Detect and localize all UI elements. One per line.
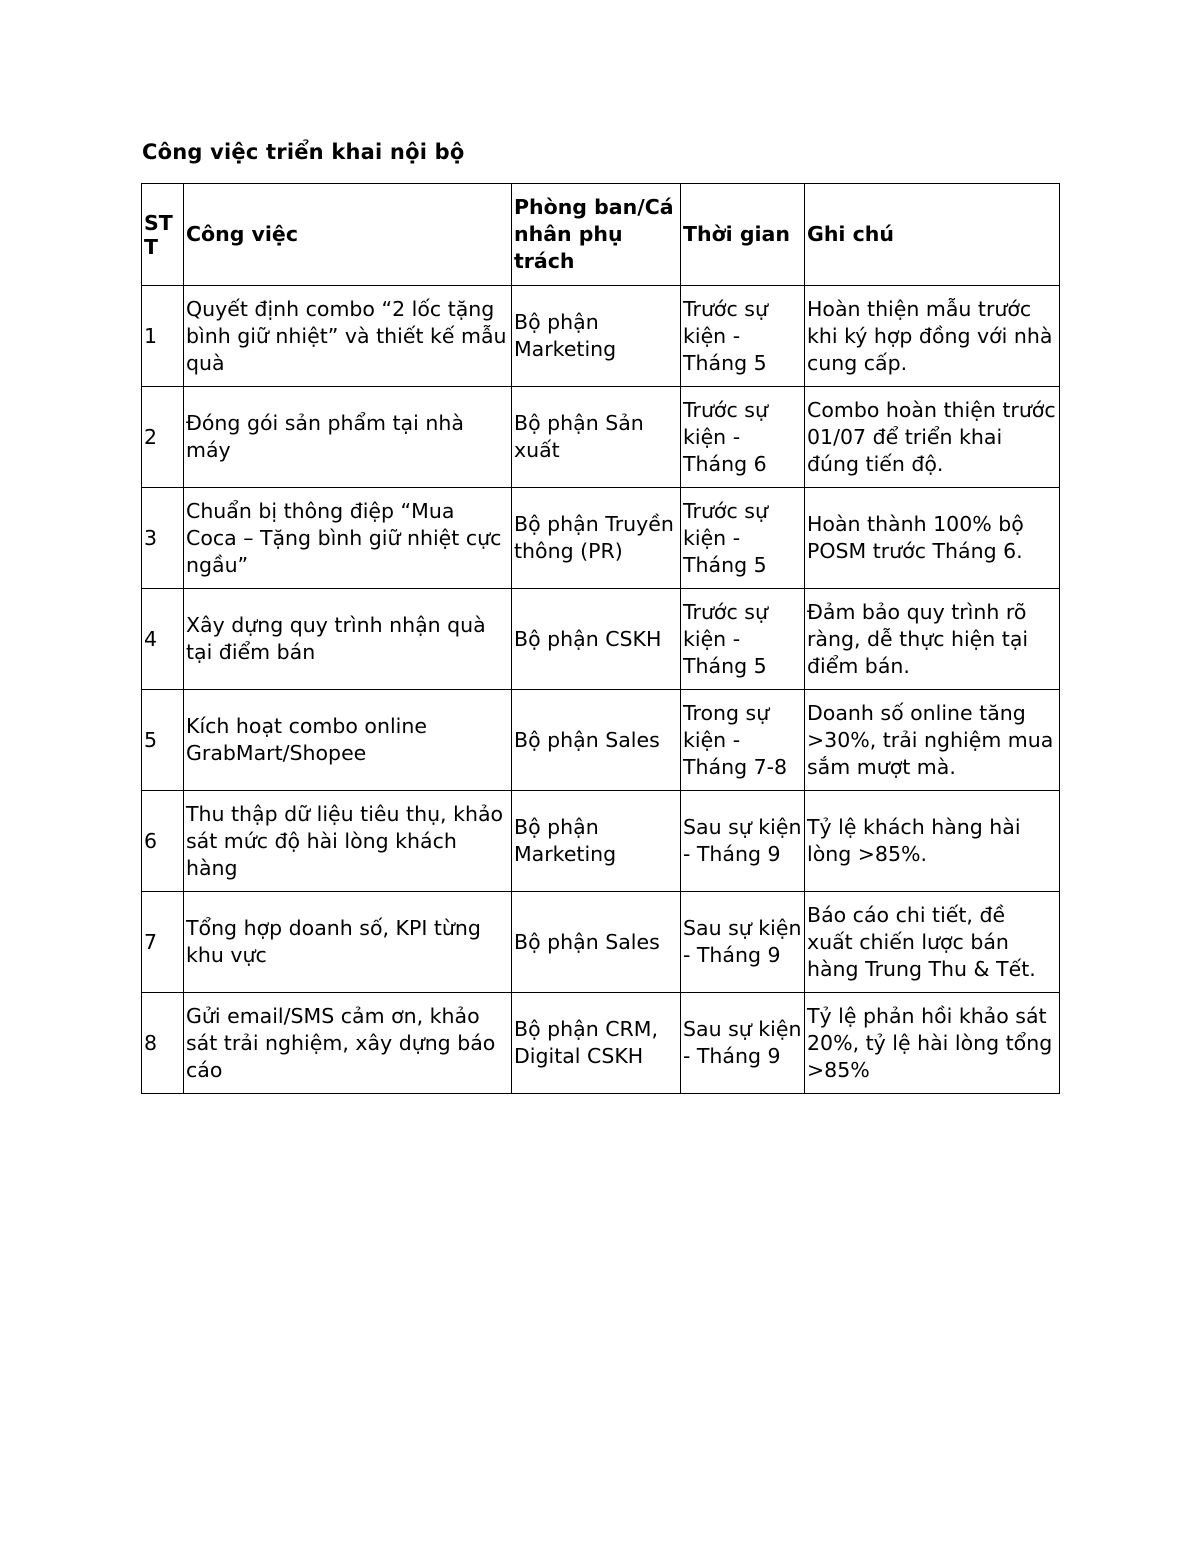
cell-task: Thu thập dữ liệu tiêu thụ, khảo sát mức độ hài lòng khách hàng xyxy=(184,791,512,892)
cell-time: Trước sự kiện - Tháng 5 xyxy=(681,286,805,387)
table-row xyxy=(142,690,1060,791)
cell-note: Doanh số online tăng >30%, trải nghiệm mua sắm mượt mà. xyxy=(805,690,1060,791)
cell-stt: 8 xyxy=(142,993,184,1094)
header-stt: ST T xyxy=(142,184,184,286)
cell-note: Tỷ lệ phản hồi khảo sát 20%, tỷ lệ hài lòng tổng >85% xyxy=(805,993,1060,1094)
cell-stt: 6 xyxy=(142,791,184,892)
cell-note: Báo cáo chi tiết, đề xuất chiến lược bán hàng Trung Thu & Tết. xyxy=(805,892,1060,993)
cell-owner: Bộ phận CRM, Digital CSKH xyxy=(512,993,681,1094)
table-row xyxy=(142,286,1060,387)
cell-time: Trong sự kiện - Tháng 7-8 xyxy=(681,690,805,791)
cell-owner: Bộ phận Sales xyxy=(512,690,681,791)
cell-time: Trước sự kiện - Tháng 6 xyxy=(681,387,805,488)
cell-time: Sau sự kiện - Tháng 9 xyxy=(681,993,805,1094)
cell-owner: Bộ phận Sản xuất xyxy=(512,387,681,488)
cell-note: Combo hoàn thiện trước 01/07 để triển khai đúng tiến độ. xyxy=(805,387,1060,488)
cell-task: Kích hoạt combo online GrabMart/Shopee xyxy=(184,690,512,791)
cell-owner: Bộ phận Marketing xyxy=(512,286,681,387)
cell-task: Chuẩn bị thông điệp “Mua Coca – Tặng bình giữ nhiệt cực ngầu” xyxy=(184,488,512,589)
header-note: Ghi chú xyxy=(805,184,1060,286)
table-row xyxy=(142,387,1060,488)
cell-time: Sau sự kiện - Tháng 9 xyxy=(681,791,805,892)
cell-note: Hoàn thành 100% bộ POSM trước Tháng 6. xyxy=(805,488,1060,589)
cell-owner: Bộ phận Sales xyxy=(512,892,681,993)
cell-task: Tổng hợp doanh số, KPI từng khu vực xyxy=(184,892,512,993)
cell-note: Đảm bảo quy trình rõ ràng, dễ thực hiện tại điểm bán. xyxy=(805,589,1060,690)
cell-task: Quyết định combo “2 lốc tặng bình giữ nhiệt” và thiết kế mẫu quà xyxy=(184,286,512,387)
cell-stt: 5 xyxy=(142,690,184,791)
cell-task: Xây dựng quy trình nhận quà tại điểm bán xyxy=(184,589,512,690)
table-row xyxy=(142,791,1060,892)
table-row xyxy=(142,488,1060,589)
cell-task: Gửi email/SMS cảm ơn, khảo sát trải nghiệm, xây dựng báo cáo xyxy=(184,993,512,1094)
cell-task: Đóng gói sản phẩm tại nhà máy xyxy=(184,387,512,488)
header-task: Công việc xyxy=(184,184,512,286)
table-row xyxy=(142,993,1060,1094)
cell-time: Trước sự kiện - Tháng 5 xyxy=(681,488,805,589)
task-table xyxy=(141,183,1060,1094)
page-title: Công việc triển khai nội bộ xyxy=(142,140,465,164)
cell-stt: 2 xyxy=(142,387,184,488)
cell-stt: 7 xyxy=(142,892,184,993)
cell-note: Tỷ lệ khách hàng hài lòng >85%. xyxy=(805,791,1060,892)
cell-stt: 4 xyxy=(142,589,184,690)
header-owner: Phòng ban/Cá nhân phụ trách xyxy=(512,184,681,286)
cell-owner: Bộ phận Truyền thông (PR) xyxy=(512,488,681,589)
cell-stt: 1 xyxy=(142,286,184,387)
cell-owner: Bộ phận Marketing xyxy=(512,791,681,892)
table-row xyxy=(142,589,1060,690)
header-time: Thời gian xyxy=(681,184,805,286)
cell-time: Sau sự kiện - Tháng 9 xyxy=(681,892,805,993)
table-row xyxy=(142,892,1060,993)
table-header-row xyxy=(142,184,1060,286)
cell-note: Hoàn thiện mẫu trước khi ký hợp đồng với nhà cung cấp. xyxy=(805,286,1060,387)
cell-owner: Bộ phận CSKH xyxy=(512,589,681,690)
cell-time: Trước sự kiện - Tháng 5 xyxy=(681,589,805,690)
cell-stt: 3 xyxy=(142,488,184,589)
